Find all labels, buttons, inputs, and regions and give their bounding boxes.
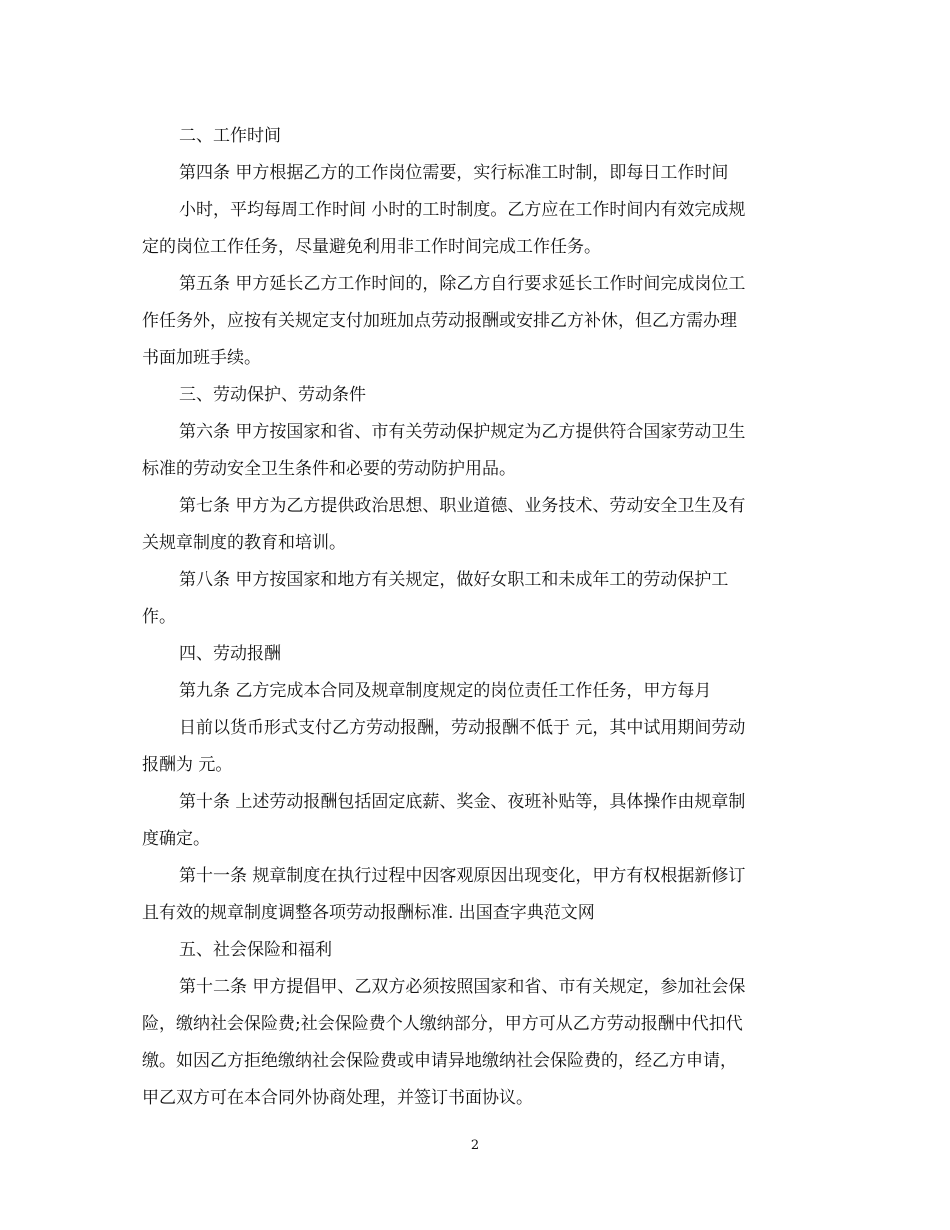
text-line: 第五条 甲方延长乙方工作时间的，除乙方自行要求延长工作时间完成岗位工 [179, 274, 746, 294]
section-heading-social-insurance: 五、社会保险和福利 [179, 940, 332, 960]
page-number: 2 [470, 1138, 480, 1153]
text-line: 甲乙双方可在本合同外协商处理，并签订书面协议。 [142, 1088, 533, 1108]
text-line: 书面加班手续。 [142, 348, 261, 368]
text-line: 第四条 甲方根据乙方的工作岗位需要，实行标准工时制，即每日工作时间 [179, 163, 729, 183]
text-line: 度确定。 [142, 829, 210, 849]
text-line: 作任务外，应按有关规定支付加班加点劳动报酬或安排乙方补休，但乙方需办理 [142, 311, 737, 331]
text-line: 关规章制度的教育和培训。 [142, 533, 346, 553]
text-line: 险，缴纳社会保险费;社会保险费个人缴纳部分，甲方可从乙方劳动报酬中代扣代 [142, 1014, 743, 1034]
section-heading-labor-protection: 三、劳动保护、劳动条件 [179, 385, 366, 405]
text-line: 定的岗位工作任务，尽量避免利用非工作时间完成工作任务。 [142, 237, 601, 257]
text-line: 标准的劳动安全卫生条件和必要的劳动防护用品。 [142, 459, 516, 479]
text-line: 且有效的规章制度调整各项劳动报酬标准. 出国查字典范文网 [142, 903, 595, 923]
text-line: 第十二条 甲方提倡甲、乙双方必须按照国家和省、市有关规定，参加社会保 [179, 977, 746, 997]
section-heading-work-time: 二、工作时间 [179, 126, 281, 146]
text-line: 第六条 甲方按国家和省、市有关劳动保护规定为乙方提供符合国家劳动卫生 [179, 422, 746, 442]
section-heading-remuneration: 四、劳动报酬 [179, 644, 281, 664]
text-line: 第十一条 规章制度在执行过程中因客观原因出现变化，甲方有权根据新修订 [179, 866, 746, 886]
text-line: 缴。如因乙方拒绝缴纳社会保险费或申请异地缴纳社会保险费的，经乙方申请， [142, 1051, 737, 1071]
text-line: 小时，平均每周工作时间 小时的工时制度。乙方应在工作时间内有效完成规 [179, 200, 746, 220]
document-body [142, 118, 807, 1117]
text-line: 报酬为 元。 [142, 755, 233, 775]
text-line: 第十条 上述劳动报酬包括固定底薪、奖金、夜班补贴等，具体操作由规章制 [179, 792, 746, 812]
text-line: 第七条 甲方为乙方提供政治思想、职业道德、业务技术、劳动安全卫生及有 [179, 496, 746, 516]
text-line: 日前以货币形式支付乙方劳动报酬，劳动报酬不低于 元，其中试用期间劳动 [179, 718, 746, 738]
text-line: 第八条 甲方按国家和地方有关规定，做好女职工和未成年工的劳动保护工 [179, 570, 729, 590]
text-line: 第九条 乙方完成本合同及规章制度规定的岗位责任工作任务，甲方每月 [179, 681, 712, 701]
text-line: 作。 [142, 607, 176, 627]
